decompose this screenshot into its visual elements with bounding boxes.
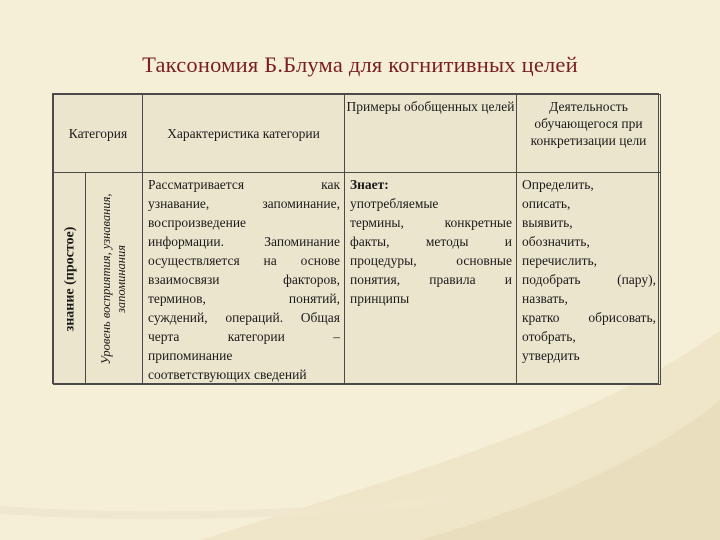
category-sub-label: Уровень восприятия, узнавания, запоминания — [99, 192, 128, 365]
header-examples: Примеры обобщенных целей — [345, 95, 517, 173]
slide-title: Таксономия Б.Блума для когнитивных целей — [142, 52, 578, 77]
header-characteristic: Характеристика категории — [143, 95, 345, 173]
header-activity: Деятельность обучающегося при конкретизации цели — [517, 95, 661, 173]
header-category: Категория — [54, 95, 143, 173]
table-header-row — [54, 95, 661, 173]
characteristic-cell: Рассматривается как узнавание, запоминание, воспроизведение информации. Запоминание осуществляется на основе взаимосвязи факторов, терминов, понятий, суждений, операций. Общая черта категории – припоминание соответствующих сведений — [143, 173, 345, 385]
activity-cell: Определить, описать, выявить, обозначить, перечислить, подобрать (пару), назвать, кратко обрисовать, отобрать, утвердить — [517, 173, 661, 385]
category-sub-cell — [86, 173, 143, 385]
table-row-knowledge — [54, 173, 661, 385]
category-main-label: знание (простое) — [62, 226, 77, 331]
category-main-cell — [54, 173, 86, 385]
examples-cell: Знает: употребляемые термины, конкретные факты, методы и процедуры, основные понятия, правила и принципы — [345, 173, 517, 385]
taxonomy-table — [52, 93, 659, 384]
